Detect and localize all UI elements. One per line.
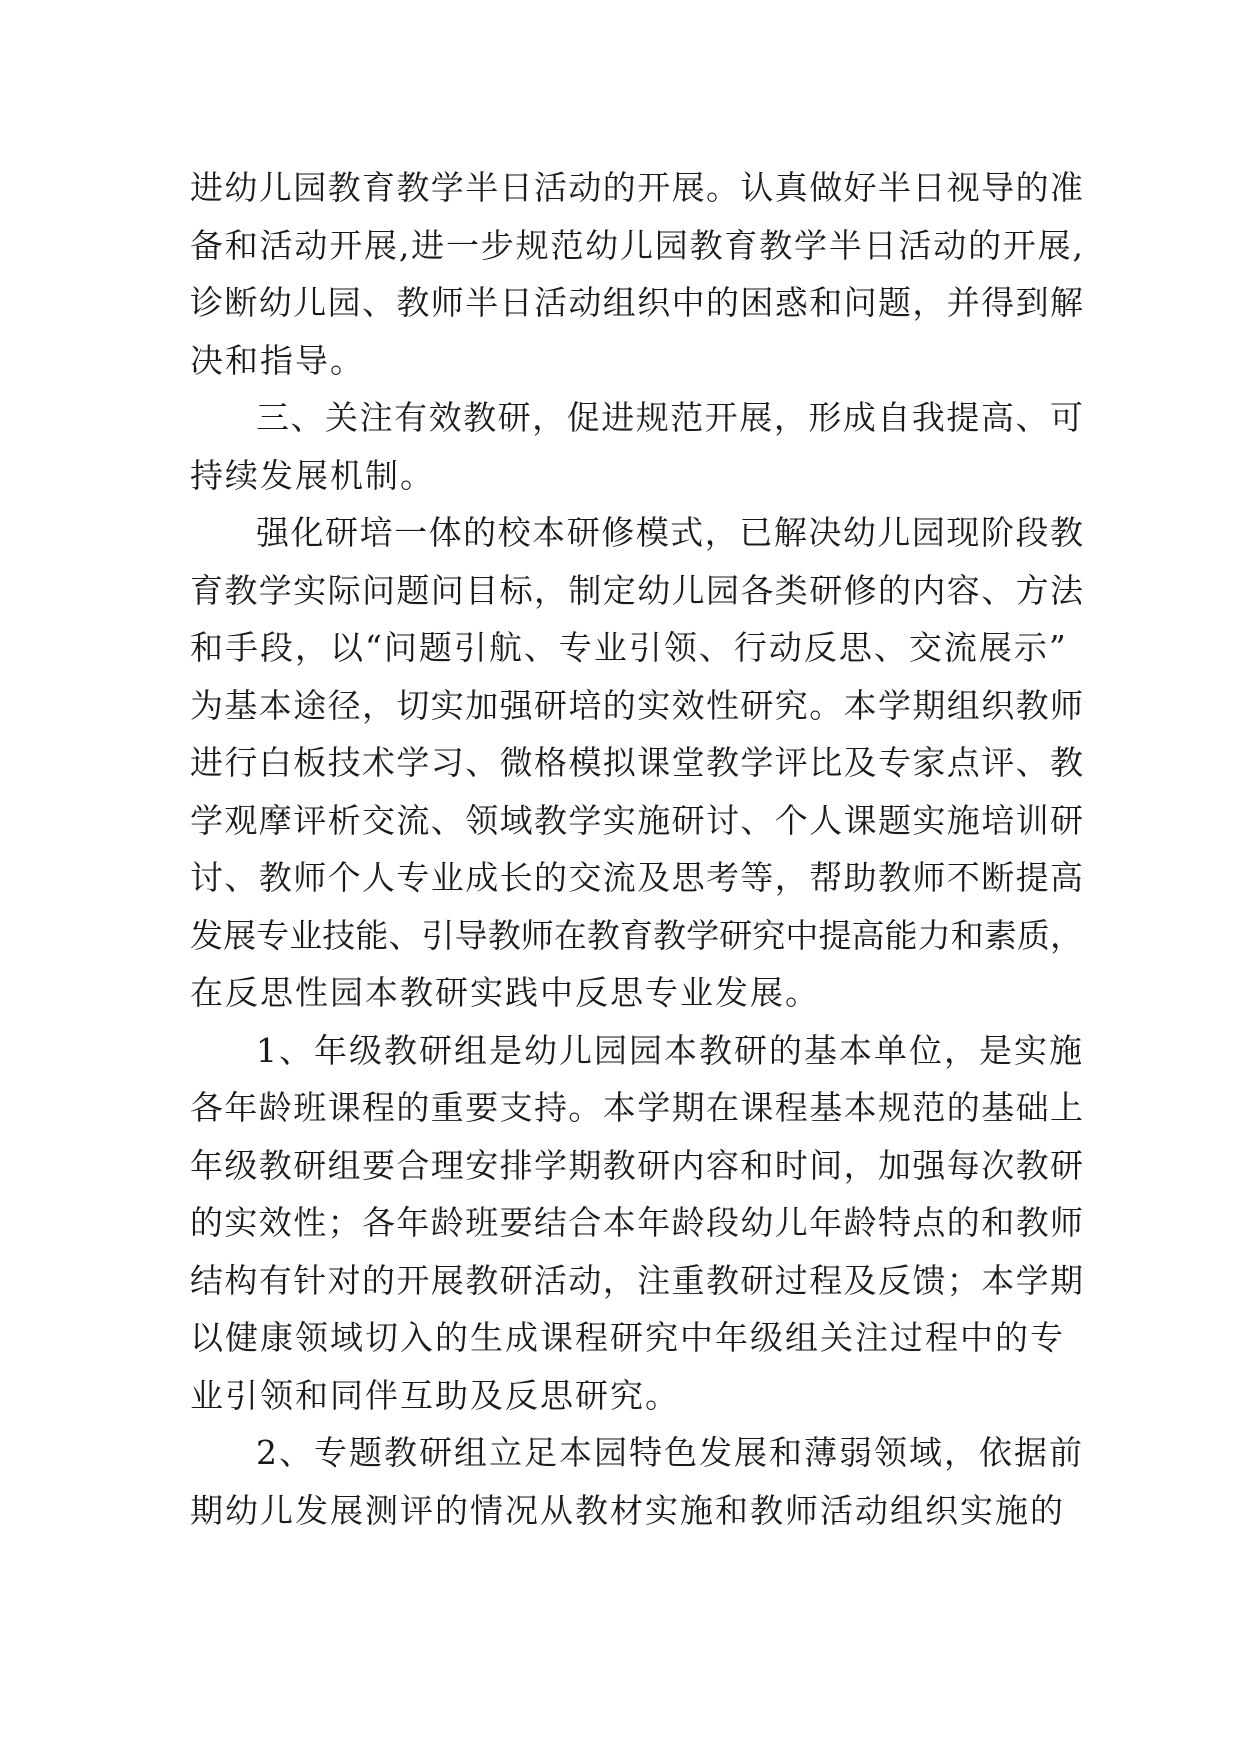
paragraph-start: 强化研培一体的校本研修模式，已解决幼儿园现阶段教 bbox=[256, 513, 1085, 552]
text-line: 学观摩评析交流、领域教学实施研讨、个人课题实施培训研 bbox=[190, 801, 1085, 840]
text-line: 期幼儿发展测评的情况从教材实施和教师活动组织实施的 bbox=[190, 1491, 1065, 1530]
text-line: 业引领和同伴互助及反思研究。 bbox=[190, 1376, 680, 1415]
text-line: 各年龄班课程的重要支持。本学期在课程基本规范的基础上 bbox=[190, 1088, 1085, 1127]
text-line: 讨、教师个人专业成长的交流及思考等，帮助教师不断提高 bbox=[190, 858, 1085, 897]
paragraph-start: 2、专题教研组立足本园特色发展和薄弱领域，依据前 bbox=[256, 1433, 1084, 1472]
section-heading: 三、关注有效教研，促进规范开展，形成自我提高、可 bbox=[256, 398, 1085, 437]
text-line: 结构有针对的开展教研活动，注重教研过程及反馈；本学期 bbox=[190, 1261, 1085, 1300]
text-line: 以健康领域切入的生成课程研究中年级组关注过程中的专 bbox=[190, 1318, 1065, 1357]
section-heading-continued: 持续发展机制。 bbox=[190, 456, 435, 495]
text-line: 决和指导。 bbox=[190, 341, 365, 380]
text-line: 发展专业技能、引导教师在教育教学研究中提高能力和素质， bbox=[190, 916, 1084, 955]
text-line: 进幼儿园教育教学半日活动的开展。认真做好半日视导的准 bbox=[190, 168, 1085, 207]
text-line: 备和活动开展,进一步规范幼儿园教育教学半日活动的开展, bbox=[190, 226, 1085, 265]
text-line: 育教学实际问题问目标，制定幼儿园各类研修的内容、方法 bbox=[190, 571, 1085, 610]
text-line: 的实效性；各年龄班要结合本年龄段幼儿年龄特点的和教师 bbox=[190, 1203, 1085, 1242]
text-line: 年级教研组要合理安排学期教研内容和时间，加强每次教研 bbox=[190, 1146, 1085, 1185]
text-line: 诊断幼儿园、教师半日活动组织中的困惑和问题，并得到解 bbox=[190, 283, 1085, 322]
text-line: 进行白板技术学习、微格模拟课堂教学评比及专家点评、教 bbox=[190, 743, 1085, 782]
text-line: 和手段，以“问题引航、专业引领、行动反思、交流展示” bbox=[190, 628, 1068, 667]
text-line: 在反思性园本教研实践中反思专业发展。 bbox=[190, 973, 820, 1012]
paragraph-start: 1、年级教研组是幼儿园园本教研的基本单位，是实施 bbox=[256, 1031, 1084, 1070]
text-line: 为基本途径，切实加强研培的实效性研究。本学期组织教师 bbox=[190, 686, 1085, 725]
